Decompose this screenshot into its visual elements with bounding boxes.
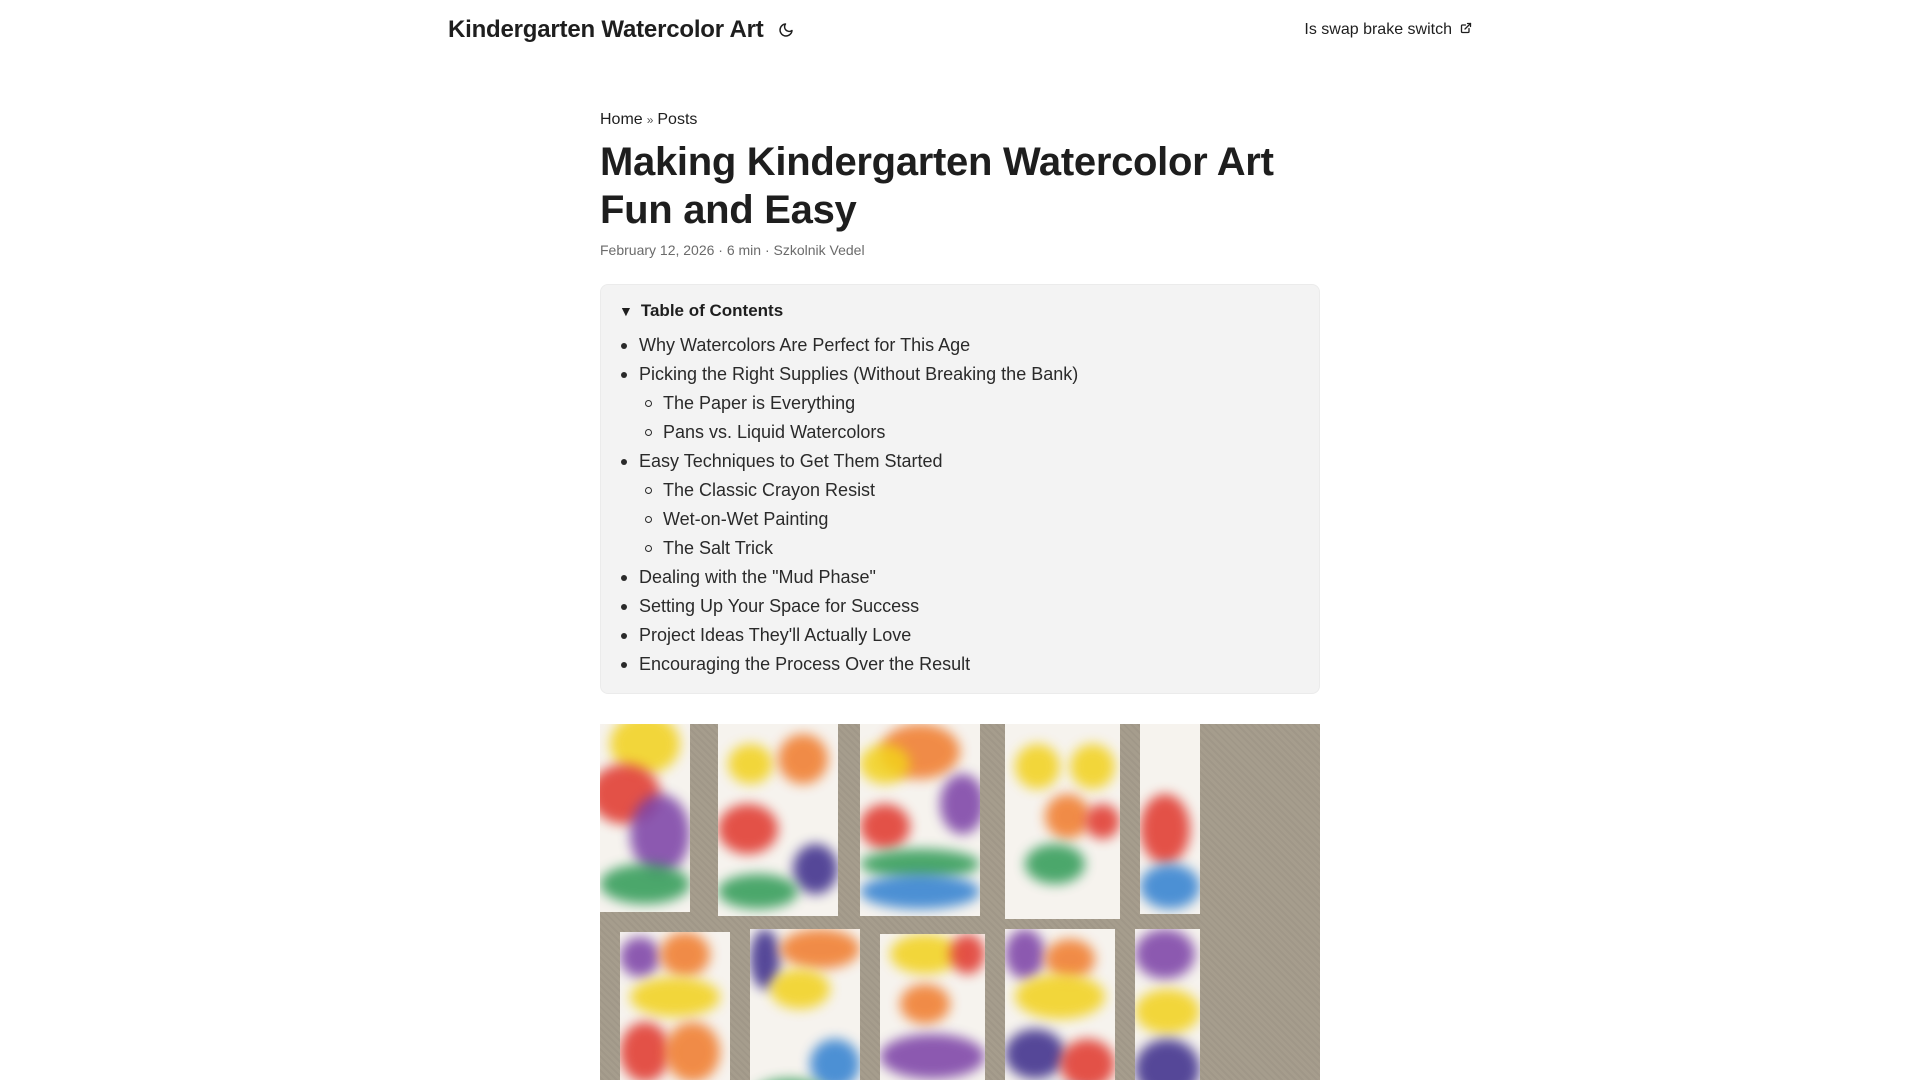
- external-link-icon: [1460, 21, 1472, 39]
- toc-subitem: [643, 418, 1301, 447]
- toc-link[interactable]: Wet-on-Wet Painting: [663, 509, 829, 529]
- moon-icon[interactable]: [776, 20, 796, 40]
- painting: [1005, 929, 1115, 1080]
- toc-sublist: [619, 476, 1301, 563]
- table-of-contents: [600, 284, 1320, 694]
- circle-bullet-icon: [643, 545, 663, 552]
- breadcrumb: [600, 108, 1320, 132]
- painting: [860, 724, 980, 916]
- painting: [600, 724, 690, 912]
- painting: [1005, 724, 1120, 919]
- toc-item: [619, 592, 1301, 621]
- toc-item: [619, 621, 1301, 650]
- breadcrumb-posts[interactable]: Posts: [657, 111, 698, 128]
- circle-bullet-icon: [643, 400, 663, 407]
- toc-subitem: [643, 505, 1301, 534]
- painting: [750, 929, 860, 1080]
- toc-link[interactable]: Project Ideas They'll Actually Love: [639, 625, 912, 645]
- nav-link-label: Is swap brake switch: [1304, 21, 1452, 38]
- site-header: [448, 0, 1472, 60]
- painting: [1135, 929, 1200, 1080]
- toc-subitem: [643, 534, 1301, 563]
- toc-link[interactable]: The Salt Trick: [663, 538, 774, 558]
- toc-link[interactable]: Why Watercolors Are Perfect for This Age: [639, 335, 971, 355]
- toc-link[interactable]: The Classic Crayon Resist: [663, 480, 876, 500]
- toc-item: [619, 563, 1301, 592]
- bullet-icon: [619, 662, 639, 668]
- toc-link[interactable]: Picking the Right Supplies (Without Breaking the Bank): [639, 364, 1079, 384]
- bullet-icon: [619, 633, 639, 639]
- toc-item: [619, 650, 1301, 679]
- toc-item: [619, 331, 1301, 360]
- breadcrumb-home[interactable]: Home: [600, 111, 643, 128]
- site-title-link[interactable]: Kindergarten Watercolor Art: [448, 16, 764, 43]
- post-meta: February 12, 2026 · 6 min · Szkolnik Vedel: [600, 242, 865, 258]
- bullet-icon: [619, 575, 639, 581]
- toc-summary-label: Table of Contents: [640, 301, 784, 320]
- toc-link[interactable]: Setting Up Your Space for Success: [639, 596, 920, 616]
- page-title: Making Kindergarten Watercolor Art Fun and Easy: [600, 140, 1274, 232]
- toc-item: [619, 447, 1301, 563]
- toc-list: [619, 331, 1301, 679]
- bullet-icon: [619, 343, 639, 349]
- toc-link[interactable]: Pans vs. Liquid Watercolors: [663, 422, 886, 442]
- toc-link[interactable]: Encouraging the Process Over the Result: [639, 654, 971, 674]
- toc-link[interactable]: Dealing with the "Mud Phase": [639, 567, 876, 587]
- circle-bullet-icon: [643, 487, 663, 494]
- toc-link[interactable]: Easy Techniques to Get Them Started: [639, 451, 943, 471]
- triangle-down-icon: ▼: [619, 303, 633, 319]
- bullet-icon: [619, 604, 639, 610]
- toc-sublist: [619, 389, 1301, 447]
- toc-link[interactable]: The Paper is Everything: [663, 393, 856, 413]
- external-nav-link[interactable]: [1304, 21, 1472, 39]
- toc-subitem: [643, 476, 1301, 505]
- painting: [718, 724, 838, 916]
- circle-bullet-icon: [643, 429, 663, 436]
- toc-toggle[interactable]: [619, 295, 1301, 327]
- bullet-icon: [619, 372, 639, 378]
- breadcrumb-separator: »: [646, 113, 654, 127]
- hero-image: [600, 724, 1320, 1080]
- post-main: [600, 108, 1320, 1080]
- circle-bullet-icon: [643, 516, 663, 523]
- logo-wrap: [448, 16, 796, 44]
- painting: [1140, 724, 1200, 914]
- painting: [620, 932, 730, 1080]
- toc-subitem: [643, 389, 1301, 418]
- toc-item: [619, 360, 1301, 447]
- painting: [880, 934, 985, 1080]
- bullet-icon: [619, 459, 639, 465]
